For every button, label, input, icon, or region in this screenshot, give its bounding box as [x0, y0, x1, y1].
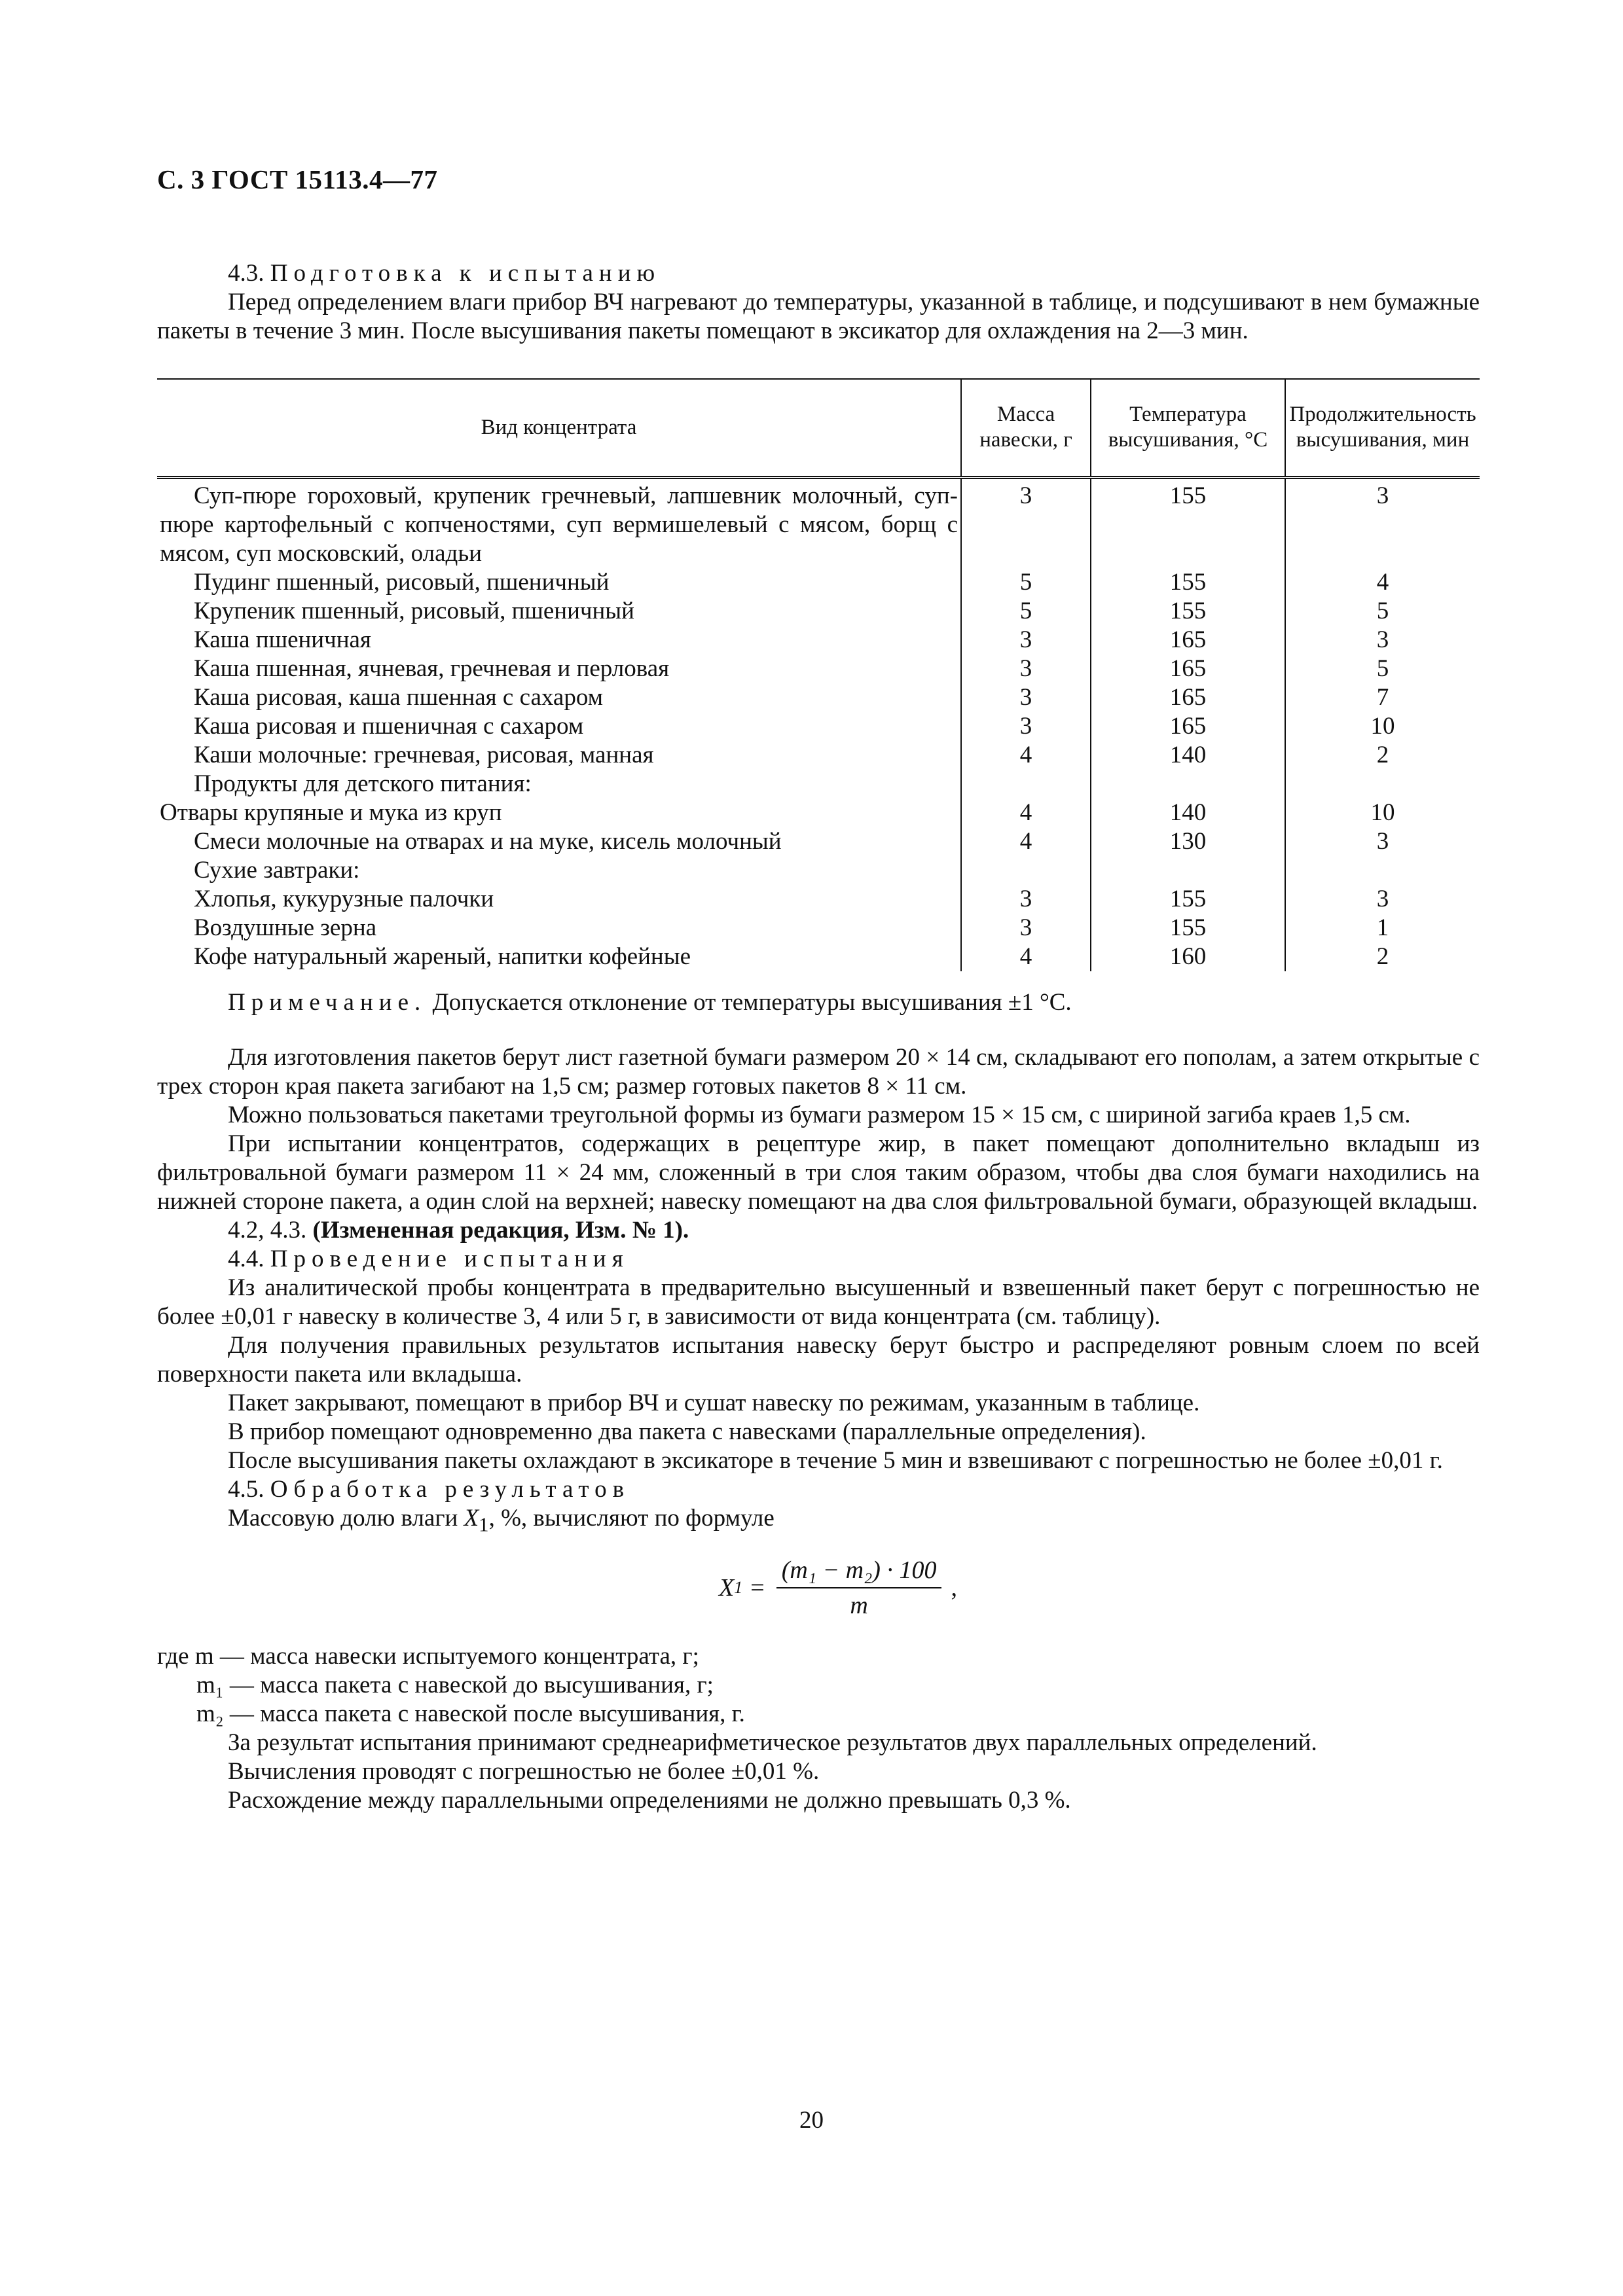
concentrate-table: [157, 378, 1480, 971]
paragraph: Можно пользоваться пакетами треугольной формы из бумаги размером 15 × 15 см, с шириной загиба краев 1,5 см.: [228, 1101, 1411, 1128]
cell-mass: 3: [961, 626, 1091, 655]
cell-time: 5: [1285, 655, 1480, 683]
cell-temp: 165: [1091, 712, 1285, 741]
cell-name: Кофе натуральный жареный, напитки кофейные: [194, 942, 691, 970]
table-row: [157, 568, 1480, 597]
cell-mass: 3: [961, 683, 1091, 712]
cell-name: Крупеник пшенный, рисовый, пшеничный: [194, 597, 634, 624]
paragraph: В прибор помещают одновременно два пакета с навесками (параллельные определения).: [228, 1418, 1146, 1445]
section-number: 4.3.: [228, 260, 264, 287]
cell-name: Каша пшеничная: [194, 626, 371, 653]
cell-time: 3: [1285, 626, 1480, 655]
table-header-row: [157, 379, 1480, 477]
cell-time: 7: [1285, 683, 1480, 712]
amendment-ref: 4.2, 4.3.: [228, 1216, 307, 1244]
formula-equals: =: [750, 1573, 765, 1602]
intro-text: Массовую долю влаги: [228, 1504, 458, 1532]
page-header: С. 3 ГОСТ 15113.4—77: [157, 164, 438, 194]
section-4-3-heading: [157, 259, 1480, 288]
cell-temp: 165: [1091, 626, 1285, 655]
cell-name: Отвары крупяные и мука из круп: [160, 798, 502, 826]
paragraph: За результат испытания принимают среднеарифметическое результатов двух параллельных определений.: [228, 1729, 1317, 1756]
cell-temp: 155: [1091, 568, 1285, 597]
cell-time: 1: [1285, 914, 1480, 942]
document-page: [157, 164, 1480, 1815]
table-row: [157, 942, 1480, 971]
paragraph: Пакет закрывают, помещают в прибор ВЧ и сушат навеску по режимам, указанным в таблице.: [228, 1389, 1200, 1416]
intro-text-end: , %, вычисляют по формуле: [488, 1504, 775, 1532]
section-title: Проведение испытания: [270, 1245, 629, 1272]
cell-time: 10: [1285, 712, 1480, 741]
cell-temp: [1091, 770, 1285, 798]
note-label: Примечание.: [228, 988, 427, 1016]
cell-temp: 165: [1091, 683, 1285, 712]
cell-temp: [1091, 856, 1285, 885]
table-row: [157, 597, 1480, 626]
cell-mass: 3: [961, 712, 1091, 741]
cell-temp: 155: [1091, 477, 1285, 568]
cell-mass: 5: [961, 597, 1091, 626]
cell-mass: 3: [961, 655, 1091, 683]
formula-comma: ,: [951, 1573, 957, 1602]
cell-temp: 140: [1091, 741, 1285, 770]
formula-fraction: [776, 1556, 942, 1620]
section-number: 4.5.: [228, 1475, 264, 1503]
cell-time: 3: [1285, 827, 1480, 856]
cell-mass: [961, 856, 1091, 885]
cell-temp: 155: [1091, 885, 1285, 914]
formula-lhs-sub: 1: [734, 1577, 743, 1597]
amendment-text: (Измененная редакция, Изм. № 1).: [312, 1216, 689, 1244]
table-row: [157, 885, 1480, 914]
table-row: [157, 655, 1480, 683]
section-title: Подготовка к испытанию: [270, 260, 661, 287]
section-4-5-heading: [157, 1475, 1480, 1504]
cell-name: Смеси молочные на отварах и на муке, кисель молочный: [194, 827, 782, 855]
formula-denominator: m: [850, 1591, 868, 1619]
paragraph: Перед определением влаги прибор ВЧ нагревают до температуры, указанной в таблице, и подсушивают в нем бумажные пакеты в течение 3 мин. После высушивания пакеты помещают в эксикатор для охлаждения на 2—3 мин.: [157, 289, 1480, 344]
cell-mass: 3: [961, 477, 1091, 568]
cell-name: Суп-пюре гороховый, крупеник гречневый, лапшевник молочный, суп-пюре картофельный с копченостями, суп вермишелевый с мясом, борщ с мясом, суп московский, оладьи: [160, 482, 958, 567]
cell-temp: 130: [1091, 827, 1285, 856]
variable-x: X: [464, 1504, 479, 1532]
cell-name: Каша пшенная, ячневая, гречневая и перловая: [194, 655, 670, 682]
legend-line: где m — масса навески испытуемого концентрата, г;: [157, 1642, 699, 1670]
formula-lhs-var: X: [719, 1573, 735, 1602]
cell-time: 3: [1285, 477, 1480, 568]
cell-mass: 5: [961, 568, 1091, 597]
section-number: 4.4.: [228, 1245, 264, 1272]
table-row: [157, 683, 1480, 712]
table-row: [157, 477, 1480, 568]
header-cell-duration: Продолжительность высушивания, мин: [1285, 379, 1480, 477]
paragraph: При испытании концентратов, содержащих в рецептуре жир, в пакет помещают дополнительно вкладыш из фильтровальной бумаги размером 11 × 24 мм, сложенный в три слоя таким образом, чтобы два слоя бумаги находились на нижней стороне пакета, а один слой на верхней; навеску помещают на два слоя фильтровальной бумаги, образующей вкладыш.: [157, 1130, 1480, 1215]
variable-subscript: 1: [479, 1513, 489, 1535]
section-title: Обработка результатов: [270, 1475, 630, 1503]
cell-time: 2: [1285, 741, 1480, 770]
cell-temp: 165: [1091, 655, 1285, 683]
table-note: [228, 988, 1480, 1017]
cell-time: 3: [1285, 885, 1480, 914]
paragraph: После высушивания пакеты охлаждают в эксикаторе в течение 5 мин и взвешивают с погрешностью не более ±0,01 г.: [228, 1446, 1443, 1474]
cell-temp: 155: [1091, 914, 1285, 942]
cell-time: [1285, 856, 1480, 885]
page-number: 20: [799, 2107, 824, 2134]
header-cell-mass: Масса навески, г: [961, 379, 1091, 477]
cell-name: Воздушные зерна: [194, 914, 377, 941]
cell-time: 5: [1285, 597, 1480, 626]
table-row: [157, 914, 1480, 942]
table-row: [157, 798, 1480, 827]
cell-mass: 3: [961, 914, 1091, 942]
cell-time: 10: [1285, 798, 1480, 827]
cell-mass: [961, 770, 1091, 798]
cell-name: Каша рисовая, каша пшенная с сахаром: [194, 683, 604, 711]
cell-name: Хлопья, кукурузные палочки: [194, 885, 494, 912]
cell-mass: 4: [961, 741, 1091, 770]
section-4-4-heading: [157, 1245, 1480, 1274]
table-row: [157, 827, 1480, 856]
cell-time: 2: [1285, 942, 1480, 971]
cell-mass: 3: [961, 885, 1091, 914]
table-row: [157, 712, 1480, 741]
cell-time: 4: [1285, 568, 1480, 597]
note-text: Допускается отклонение от температуры высушивания ±1 °С.: [432, 988, 1072, 1016]
cell-temp: 155: [1091, 597, 1285, 626]
legend-line: m₁ — масса пакета с навеской до высушивания, г;: [196, 1671, 714, 1698]
cell-name: Каша рисовая и пшеничная с сахаром: [194, 712, 584, 740]
cell-mass: 4: [961, 827, 1091, 856]
cell-name: Продукты для детского питания:: [194, 770, 532, 797]
header-cell-temperature: Температура высушивания, °С: [1091, 379, 1285, 477]
cell-name: Сухие завтраки:: [194, 856, 360, 884]
table-row: [157, 770, 1480, 798]
cell-mass: 4: [961, 798, 1091, 827]
paragraph: Для изготовления пакетов берут лист газетной бумаги размером 20 × 14 см, складывают его пополам, а затем открытые с трех сторон края пакета загибают на 1,5 см; размер готовых пакетов 8 × 11 см.: [157, 1043, 1480, 1100]
amendment-note: [157, 1216, 1480, 1245]
cell-name: Пудинг пшенный, рисовый, пшеничный: [194, 568, 610, 596]
formula-intro: [157, 1504, 1480, 1539]
cell-time: [1285, 770, 1480, 798]
table-row: [157, 856, 1480, 885]
table-row: [157, 626, 1480, 655]
table-row: [157, 741, 1480, 770]
cell-temp: 160: [1091, 942, 1285, 971]
cell-temp: 140: [1091, 798, 1285, 827]
legend-line: m₂ — масса пакета с навеской после высушивания, г.: [196, 1700, 745, 1727]
cell-mass: 4: [961, 942, 1091, 971]
cell-name: Каши молочные: гречневая, рисовая, манная: [194, 741, 654, 768]
paragraph: Вычисления проводят с погрешностью не более ±0,01 %.: [228, 1757, 820, 1785]
header-cell-type: Вид концентрата: [157, 379, 961, 477]
paragraph: Из аналитической пробы концентрата в предварительно высушенный и взвешенный пакет берут с погрешностью не более ±0,01 г навеску в количестве 3, 4 или 5 г, в зависимости от вида концентрата (см. таблицу).: [157, 1274, 1480, 1330]
paragraph: Для получения правильных результатов испытания навеску берут быстро и распределяют ровным слоем по всей поверхности пакета или вкладыша.: [157, 1331, 1480, 1388]
formula-numerator: (m₁ − m₂) · 100: [776, 1556, 942, 1588]
paragraph: Расхождение между параллельными определениями не должно превышать 0,3 %.: [228, 1786, 1071, 1814]
moisture-formula: [157, 1556, 1480, 1620]
